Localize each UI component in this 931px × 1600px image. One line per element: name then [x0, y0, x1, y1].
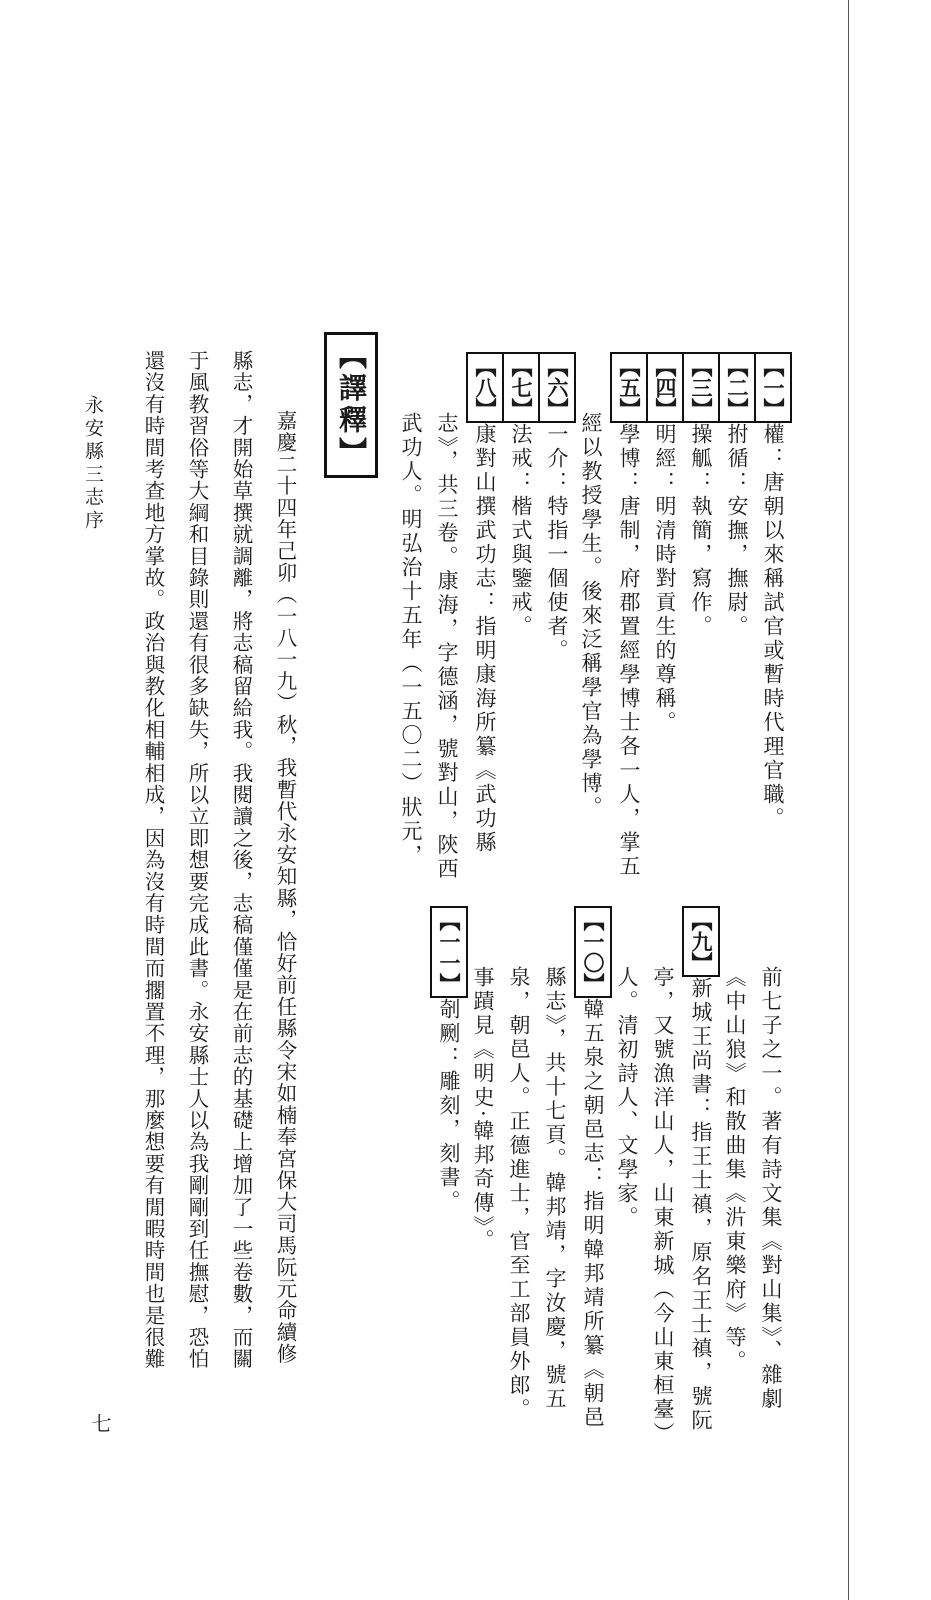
note-8: 【八】康對山撰武功志：指明康海所纂《武功縣 [466, 352, 504, 855]
note-10-cont-3: 事蹟見《明史·韓邦奇傳》。 [471, 966, 495, 1254]
note-8-cont-1: 志》，共三卷。康海，字德涵，號對山，陝西 [435, 412, 459, 882]
note-4: 【四】明經：明清時對貢生的尊稱。 [646, 352, 684, 735]
note-5-cont: 經以教授學生。後來泛稱學官為學博。 [579, 412, 603, 820]
translation-line-3: 于風教習俗等大綱和目錄則還有很多缺失，所以立即想要完成此書。永安縣士人以為我剛剛到任撫慰，恐怕 [185, 350, 209, 1370]
note-5: 【五】學博：唐制，府郡置經學博士各一人，掌五 [610, 352, 648, 879]
note-9-cont-2: 人。清初詩人、文學家。 [615, 966, 639, 1230]
note-11: 【一一】剞劂：雕刻，刻書。 [430, 906, 468, 1214]
note-10: 【一〇】韓五泉之朝邑志：指明韓邦靖所纂《朝邑 [574, 906, 612, 1430]
note-7: 【七】法戒：楷式與鑒戒。 [502, 352, 540, 639]
note-3: 【三】操觚：執簡，寫作。 [682, 352, 720, 639]
note-8-cont-4: 《中山狼》和散曲集《沜東樂府》等。 [723, 966, 747, 1374]
section-heading: 【譯釋】 [324, 332, 378, 478]
note-10-cont-2: 泉，朝邑人。正德進士，官至工部員外郎。 [507, 966, 531, 1422]
translation-line-1: 嘉慶二十四年己卯（一八一九）秋，我暫代永安知縣，恰好前任縣令宋如楠奉宮保大司馬阮元命續修 [273, 410, 297, 1365]
note-2: 【二】拊循：安撫，撫尉。 [718, 352, 756, 639]
note-9-cont-1: 亭，又號漁洋山人，山東新城（今山東桓臺） [651, 966, 675, 1446]
translation-line-4: 還沒有時間考查地方掌故。政治與教化相輔相成，因為沒有時間而擱置不理，那麼想要有閒暇時間也是很難 [141, 350, 165, 1370]
note-6: 【六】一介：特指一個使者。 [538, 352, 576, 663]
note-9: 【九】新城王尚書：指王士禛，原名王士禛，號阮 [682, 906, 720, 1433]
note-8-cont-3: 前七子之一。著有詩文集《對山集》、雜劇 [759, 966, 783, 1412]
note-10-cont-1: 縣志》，共十七頁。韓邦靖，字汝慶，號五 [543, 966, 567, 1412]
page-number: 七 [88, 1413, 112, 1433]
translation-line-2: 縣志，才開始草撰就調離，將志稿留給我。我閱讀之後，志稿僅僅是在前志的基礎上增加了一些卷數，而關 [229, 350, 253, 1370]
note-8-cont-2: 武功人。明弘治十五年（一五〇二）狀元， [399, 412, 423, 868]
binding-line [848, 0, 849, 1600]
note-1: 【一】權：唐朝以來稱試官或暫時代理官職。 [754, 352, 792, 831]
running-title: 永安縣三志序 [82, 395, 104, 533]
